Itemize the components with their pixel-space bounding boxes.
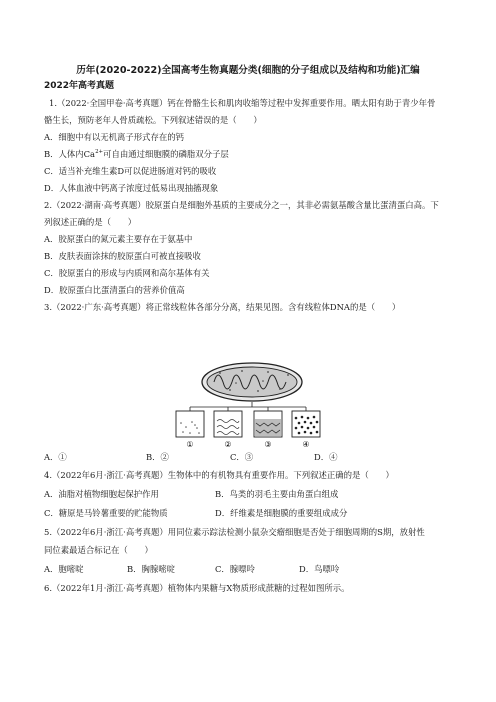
q1-option-b [44,149,229,160]
q1-option-d: D．人体血液中钙离子浓度过低易出现抽搐现象 [44,183,219,193]
q3-option-d: D．④ [314,452,338,462]
q1-stem-line2: 骼生长，预防老年人骨质疏松。下列叙述错误的是（ ） [44,115,262,125]
tube-2-label: ② [224,440,232,449]
q5-option-c: C．腺嘌呤 [215,564,255,574]
q2-option-a: A．胶原蛋白的氮元素主要存在于氨基中 [44,234,193,244]
document-title: 历年(2020-2022)全国高考生物真题分类(细胞的分子组成以及结构和功能)汇编 [76,65,420,76]
mitochondria-fractionation-figure [170,361,332,449]
q3-option-a: A．① [44,452,67,462]
q2-stem-line2: 列叙述正确的是（ ） [44,217,137,227]
q2-option-c: C．胶原蛋白的形成与内质网和高尔基体有关 [44,268,210,278]
q2-option-b: B．皮肤表面涂抹的胶原蛋白可被直接吸收 [44,251,201,261]
q1-option-c: C．适当补充维生素D可以促进肠道对钙的吸收 [44,166,217,176]
q1-option-b-superscript: 2+ [95,149,104,156]
q5-stem-line2: 同位素最适合标记在（ ） [44,545,153,555]
q5-option-b: B．胸腺嘧啶 [127,564,176,574]
tube-4 [292,411,320,437]
q1-option-a: A．细胞中有以无机离子形式存在的钙 [44,132,185,142]
q2-stem-line1: 2.（2022·湖南·高考真题）胶原蛋白是细胞外基质的主要成分之一，其非必需氨基酸含量比蛋清蛋白高。下 [44,200,439,210]
q5-option-d: D．鸟嘌呤 [299,564,340,574]
tube-1 [176,411,204,437]
q1-stem-line1: 1.（2022·全国甲卷·高考真题）钙在骨骼生长和肌肉收缩等过程中发挥重要作用。晒太阳有助于青少年骨 [49,98,436,108]
q1-option-b-pre: B．人体内Ca [44,149,96,159]
q2-option-d: D．胶原蛋白比蛋清蛋白的营养价值高 [44,285,185,295]
q4-option-d: D．纤维素是细胞膜的重要组成成分 [215,508,348,518]
q3-option-b: B．② [146,452,169,462]
tube-2 [214,411,242,437]
tube-3-label: ③ [264,440,272,449]
q1-option-b-post: 可自由通过细胞膜的磷脂双分子层 [103,149,229,159]
tube-3 [254,411,282,437]
q5-stem-line1: 5.（2022年6月·浙江·高考真题）用同位素示踪法检测小鼠杂交瘤细胞是否处于细胞周期的S期，放射性 [44,527,425,537]
q4-stem: 4.（2022年6月·浙江·高考真题）生物体中的有机物具有重要作用。下列叙述正确的是（ ） [44,470,394,480]
tube-1-label: ① [186,440,194,449]
q4-option-b: B．鸟类的羽毛主要由角蛋白组成 [215,489,339,499]
q3-stem: 3.（2022·广东·高考真题）将正常线粒体各部分分离，结果见图。含有线粒体DNA的是（ ） [44,302,401,312]
q6-stem: 6.（2022年1月·浙江·高考真题）植物体内果糖与X物质形成蔗糖的过程如图所示。 [44,583,350,593]
section-heading: 2022年高考真题 [44,81,115,91]
q4-option-c: C．糖原是马铃薯重要的贮能物质 [44,508,168,518]
q3-option-c: C．③ [230,452,254,462]
mitochondrion-diagram [202,363,302,401]
branch-lines [190,402,306,411]
q5-option-a: A．胞嘧啶 [44,564,84,574]
tube-4-label: ④ [302,440,310,449]
q4-option-a: A．油脂对植物细胞起保护作用 [44,489,159,499]
